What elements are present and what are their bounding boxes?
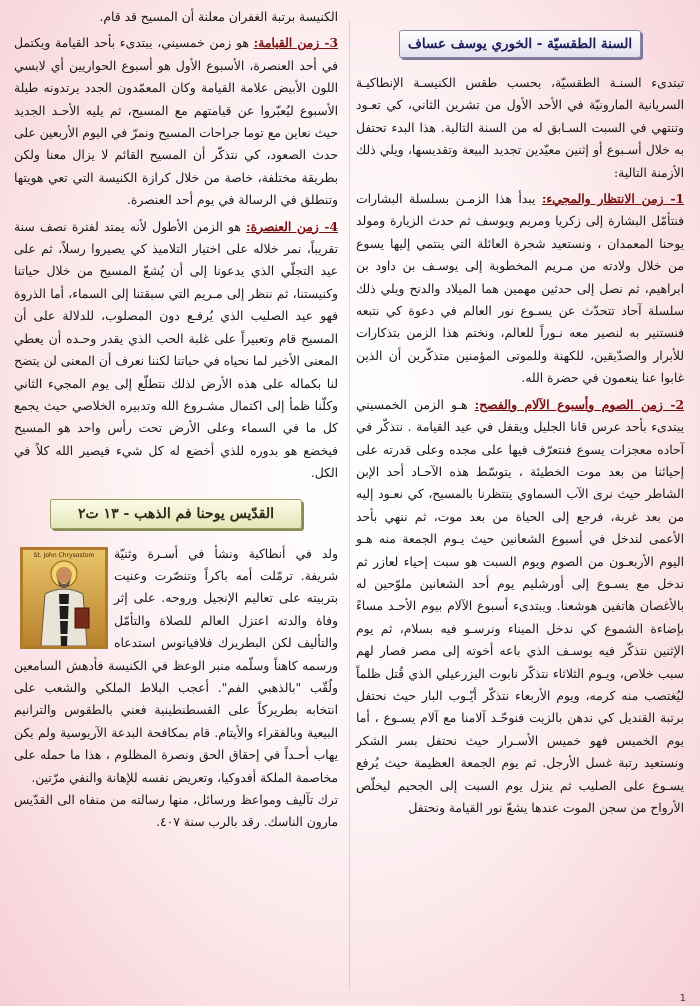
saint-biography: ولد في أنطاكية ونشأ في أسـرة وثنيّة شريفة. ترمّلت أمه باكراً وتنصّرت وعنيت بتربيته على تعاليم الإنجيل وروحه. على إثر وفاة والدته اعتزل العالم للصلاة والتأمّل والتأليف لكن البطريرك فلافيانوس استدعاه ورسمه كاهناً وسلّمه منبر الوعظ في الكنيسة فأدهش السامعين ولُقّب "بالذهبي الفم". أعجب البلاط الملكي والشعب على انتخابه بطريركاً على القسطنطينية فعني بالطقوس والترانيم البيعية وبالفقراء والأيتام. قام بمكافحة البدعة الآريوسية ولم يكن يهاب أحـداً في إحقاق الحق ونصرة المظلوم ، هذا ما حمله على مخاصمة الملكة أفدوكيا، وتعريض نفسه للإهانة والنفي مرّتين. <box>14 546 338 785</box>
left-column <box>0 0 348 1006</box>
section-lent <box>356 394 684 820</box>
section-pentecost <box>14 216 338 485</box>
page-number: 1 <box>679 993 686 1004</box>
intro-paragraph: تبتدىء السنـة الطقسيّة، بحسب طقس الكنيسـة الإنطاكيـة السريانية المارونيّة في الأحد الأول من تشرين الثاني، كي تعـود وتنتهي في السبت السـابق له من السنة التالية. هذا البدء تحتفل به خلال أسـبوع أو إثنين معيّدين تجديد البيعة وتقديسها، ويلي ذلك الأزمنة التالية: <box>356 76 684 180</box>
section-resurrection-label: 3- زمن القيامة: <box>253 35 338 51</box>
saint-biography-end: ترك تآليف ومواعظ ورسائل، منها رسالته من منفاه الى القدّيس مارون الناسك. رقد بالرب سنة ٤٠٧. <box>14 793 338 830</box>
section-pentecost-text: هو الزمن الأطول لأنه يمتد لفترة نصف سنة تقريباً، نمر خلاله على اختيار التلاميذ كي يصيروا رسلاً، ثم على عيد التجلّي الذي يدعونا إلى أن يُشعّ المسيح من خلال حياتنا وكنيستنا، ثم ننظر إلى مـريم التي سبقتنا إلى السماء، أما الذروة فهو عيد الصليب الذي يُرفـع دون المصلوب، للدلالة على أن المسيح قام وتعبيراً على غلبة الحب الذي يقدر وحـده أن يعطي المعنى الأخير لما نحياه في حياتنا لكننا نعرف أن المعنى لن يتضح لنا بكماله على هذه الأرض لذلك نتطلّع إلى يوم المجيء الثاني وكلّنا ظمأ إلى اكتمال مشـروع الله وتدبيره الخلاصي حيث يجمع كل ما في السماء وعلى الأرض تحت رأس واحد هو المسيح فيخضع هو بدوره للذي أخضع له كل شيء فيصير الله كلاً في الكل. <box>14 219 338 481</box>
saint-icon-image <box>20 547 108 649</box>
saint-figure-icon <box>23 550 105 646</box>
section-lent-text: هـو الزمن الخمسيني يبتدىء بأحد عرس قانا الجليل ويقفل في عيد القيامة . نتذكّر في آحاده معجزات يسوع فنتعرّف فيها على مجده وعلى قدرته على إحيائنا من بعد موت الخطيئة ، يتوسّط هذه الآحـاد أحد الإبن الشاطر حيث نرى الآب السماوي ينتظرنا بالمسيح، كي نعـود إليه من بعد غربة، فرجع إلى الحياة من بعد موت، ثم ننهي بأحد الأعمى لندخل في أسبوع الشعانين حيث يـوم الجمعة منه هـو اليوم الأربعـون من الصوم ويوم السبت هو سبت إحياء لعازر ثم ندخل مع يسـوع إلى أورشليم يوم أحد الشعانين ملوّحين له بالأغصان هاتفين هوشعنا. ويبتدىء أسبوع الآلام بيوم الأحـد مساءً بإضاءة الشموع كي ندخل الميناء ونرسـو فيه بسلام، ثم يوم الإثنين نتذكّر فيه يوسـف الذي باعه أخوته إلى مصر فصار لهم سبب خلاص، ويـوم الثلاثاء نتذكّر نابوت اليزرعيلي الذي قُتل ظلماً ليُغتصب منه كرمه، ويوم الأربعاء نتذكّر أيّـوب البار حيث نحتفل برتبة القنديل كي ندهن بالزيت فنوحّـد آلامنا مع آلام يسـوع ، أما يوم الخميس فهو خميس الأسـرار حيث نحتفل بسر الشكر ونستعيد رتبة غسل الأرجل. ثم يوم الجمعة العظيمة حيث يُرفع يسـوع على الصليب ثم ينزل يوم السبت إلى الجحيم ليخلّص الأرواح من سجن الموت عندها يشعّ نور القيامة ونحتفل <box>356 397 684 815</box>
saint-icon-caption: St. John Chrysostom <box>33 551 95 559</box>
section-advent-text: يبدأ هذا الزمـن بسلسلة البشارات فنتأمّل البشارة إلى زكريا ومريم ويوسف ثم حدث الزيارة ومولد يوحنا المعمدان ، ونستعيد شجرة العائلة التي ينتمي إليها يسوع من خلال ولادته من مـريم المخطوبة إلى يوسـف بن داود بن ابراهيم، ثم نصل إلى حدثين مهمين هما الميلاد والدنح ويلي ذلك سلسلة آحاد تتحدّث عن يسـوع نور العالم في دعوة كي نتبعه فنستنير به لنصير معه نـوراً للعالم، ونختم هذا الزمن بتذكارات للأبرار والصدّيقين، للكهنة وللموتى المؤمنين متذكّرين أن الذين غابوا عنا ينعمون في حضرة الله. <box>356 192 684 386</box>
section-lent-label: 2- زمن الصوم وأسبوع الآلام والفصح: <box>474 396 684 412</box>
section-pentecost-label: 4- زمن العنصرة: <box>246 218 338 234</box>
liturgical-year-title: السنة الطقسيّة - الخوري يوسف عساف <box>399 30 641 58</box>
section-resurrection-text: هو زمن خمسيني، يبتدىء بأحد القيامة ويكتمل في أحد العنصرة، الأسبوع الأول هو أسبوع الحواريين أي لابسي اللون الأبيض علامة القيامة وكان المعمّدون الجدد يرتدونه طيلة الأسبوع ليُعبّروا عن قيامتهم مع المسيح، ثم يليه الأحـد الجديد حيث نعاين مع توما جراحات المسيح ونمرّ في اليوم الأربعين على حدث الصعود، كي نتذكّر أن المسيح القائم لا يزال معنا ولكن بطريقة مختلفة، خاصة من خلال كرازة الكنيسة التي تعي هويتها وتنطلق في الرسالة في يوم أحد العنصرة. <box>14 36 338 208</box>
continuation-line: الكنيسة برتبة الغفران معلنة أن المسيح قد قام. <box>99 10 338 24</box>
section-resurrection <box>14 32 338 211</box>
section-advent-label: 1- زمن الانتظار والمجيء: <box>541 191 684 207</box>
saint-title: القدّيس يوحنا فم الذهب - ١٣ ت٢ <box>50 499 302 529</box>
section-advent <box>356 188 684 390</box>
right-column <box>348 0 700 1006</box>
